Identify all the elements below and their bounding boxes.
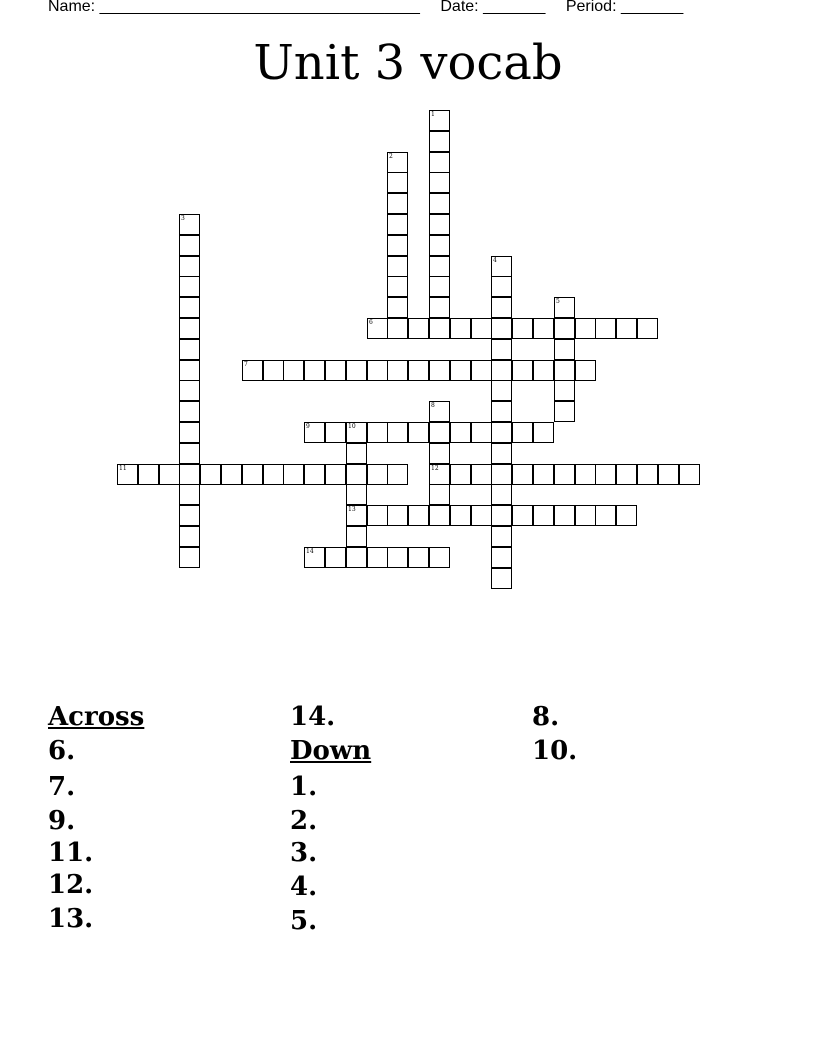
- crossword-cell[interactable]: [533, 318, 554, 339]
- down-clue-number: 2.: [290, 806, 318, 836]
- crossword-cell[interactable]: [367, 464, 388, 485]
- crossword-cell[interactable]: [616, 318, 637, 339]
- crossword-cell[interactable]: [429, 401, 450, 422]
- clue-number-label: 6: [369, 319, 373, 326]
- crossword-cell[interactable]: [346, 547, 367, 568]
- across-clue-number: 7.: [48, 772, 76, 802]
- crossword-cell[interactable]: [491, 526, 512, 547]
- crossword-cell[interactable]: [387, 360, 408, 381]
- crossword-cell[interactable]: [387, 193, 408, 214]
- crossword-cell[interactable]: [491, 568, 512, 589]
- crossword-cell[interactable]: [471, 422, 492, 443]
- crossword-cell[interactable]: [554, 297, 575, 318]
- crossword-cell[interactable]: [471, 318, 492, 339]
- crossword-cell[interactable]: [637, 464, 658, 485]
- crossword-cell[interactable]: [491, 297, 512, 318]
- crossword-cell[interactable]: [429, 547, 450, 568]
- crossword-cell[interactable]: [637, 318, 658, 339]
- crossword-cell[interactable]: [179, 339, 200, 360]
- crossword-cell[interactable]: [512, 360, 533, 381]
- crossword-cell[interactable]: [429, 464, 450, 485]
- crossword-cell[interactable]: [491, 339, 512, 360]
- down-clue-number: 3.: [290, 838, 318, 868]
- crossword-cell[interactable]: [658, 464, 679, 485]
- crossword-cell[interactable]: [367, 360, 388, 381]
- crossword-cell[interactable]: [367, 505, 388, 526]
- across-heading: Across: [48, 702, 145, 732]
- crossword-cell[interactable]: [554, 360, 575, 381]
- across-clue-number: 9.: [48, 806, 76, 836]
- crossword-cell[interactable]: [179, 360, 200, 381]
- crossword-cell[interactable]: [179, 318, 200, 339]
- crossword-cell[interactable]: [533, 360, 554, 381]
- crossword-cell[interactable]: [554, 401, 575, 422]
- crossword-cell[interactable]: [387, 276, 408, 297]
- crossword-cell[interactable]: [367, 547, 388, 568]
- crossword-cell[interactable]: [387, 505, 408, 526]
- crossword-cell[interactable]: [450, 505, 471, 526]
- crossword-cell[interactable]: [533, 422, 554, 443]
- crossword-cell[interactable]: [387, 172, 408, 193]
- crossword-cell[interactable]: [429, 360, 450, 381]
- crossword-cell[interactable]: [179, 464, 200, 485]
- crossword-cell[interactable]: [512, 505, 533, 526]
- crossword-cell[interactable]: [429, 235, 450, 256]
- crossword-cell[interactable]: [283, 360, 304, 381]
- clue-number-label: 2: [389, 153, 393, 160]
- clue-number-label: 1: [431, 111, 435, 118]
- clue-number-label: 11: [119, 465, 127, 472]
- crossword-cell[interactable]: [242, 360, 263, 381]
- crossword-cell[interactable]: [408, 360, 429, 381]
- crossword-cell[interactable]: [450, 464, 471, 485]
- crossword-cell[interactable]: [346, 360, 367, 381]
- crossword-cell[interactable]: [179, 256, 200, 277]
- crossword-cell[interactable]: [491, 547, 512, 568]
- crossword-cell[interactable]: [179, 214, 200, 235]
- crossword-cell[interactable]: [575, 505, 596, 526]
- across-clue-number: 13.: [48, 904, 94, 934]
- crossword-cell[interactable]: [387, 256, 408, 277]
- puzzle-title: Unit 3 vocab: [253, 35, 563, 91]
- crossword-cell[interactable]: [179, 401, 200, 422]
- clue-number-label: 4: [493, 257, 497, 264]
- crossword-cell[interactable]: [325, 422, 346, 443]
- clue-number-label: 5: [556, 298, 560, 305]
- crossword-cell[interactable]: [387, 214, 408, 235]
- crossword-cell[interactable]: [346, 422, 367, 443]
- crossword-cell[interactable]: [179, 276, 200, 297]
- crossword-cell[interactable]: [429, 193, 450, 214]
- crossword-cell[interactable]: [450, 422, 471, 443]
- crossword-cell[interactable]: [491, 380, 512, 401]
- crossword-cell[interactable]: [595, 464, 616, 485]
- crossword-cell[interactable]: [429, 505, 450, 526]
- crossword-cell[interactable]: [554, 318, 575, 339]
- crossword-cell[interactable]: [595, 318, 616, 339]
- crossword-cell[interactable]: [408, 422, 429, 443]
- down-heading: Down: [290, 736, 372, 766]
- crossword-cell[interactable]: [429, 276, 450, 297]
- crossword-cell[interactable]: [179, 443, 200, 464]
- crossword-cell[interactable]: [346, 505, 367, 526]
- crossword-cell[interactable]: [263, 360, 284, 381]
- crossword-cell[interactable]: [387, 235, 408, 256]
- crossword-cell[interactable]: [471, 505, 492, 526]
- crossword-cell[interactable]: [179, 526, 200, 547]
- crossword-cell[interactable]: [304, 547, 325, 568]
- crossword-cell[interactable]: [387, 152, 408, 173]
- crossword-cell[interactable]: [325, 464, 346, 485]
- crossword-cell[interactable]: [533, 505, 554, 526]
- crossword-cell[interactable]: [159, 464, 180, 485]
- crossword-cell[interactable]: [346, 443, 367, 464]
- crossword-cell[interactable]: [575, 360, 596, 381]
- crossword-cell[interactable]: [304, 422, 325, 443]
- crossword-cell[interactable]: [554, 464, 575, 485]
- crossword-cell[interactable]: [304, 360, 325, 381]
- crossword-cell[interactable]: [429, 214, 450, 235]
- clue-number-label: 12: [431, 465, 439, 472]
- crossword-cell[interactable]: [471, 360, 492, 381]
- clue-number-label: 10: [348, 423, 356, 430]
- crossword-cell[interactable]: [325, 360, 346, 381]
- crossword-cell[interactable]: [138, 464, 159, 485]
- crossword-cell[interactable]: [346, 526, 367, 547]
- crossword-cell[interactable]: [554, 339, 575, 360]
- crossword-cell[interactable]: [429, 110, 450, 131]
- crossword-cell[interactable]: [575, 318, 596, 339]
- crossword-cell[interactable]: [429, 131, 450, 152]
- across-clue-number: 14.: [290, 702, 336, 732]
- crossword-cell[interactable]: [408, 505, 429, 526]
- down-clue-number: 10.: [532, 736, 578, 766]
- crossword-cell[interactable]: [367, 422, 388, 443]
- crossword-cell[interactable]: [471, 464, 492, 485]
- crossword-cell[interactable]: [346, 484, 367, 505]
- down-clue-number: 1.: [290, 772, 318, 802]
- clue-number-label: 7: [244, 361, 248, 368]
- down-clue-number: 5.: [290, 906, 318, 936]
- crossword-cell[interactable]: [221, 464, 242, 485]
- crossword-cell[interactable]: [429, 297, 450, 318]
- date-field-label: Date: _______: [440, 0, 546, 15]
- crossword-cell[interactable]: [408, 547, 429, 568]
- crossword-cell[interactable]: [616, 505, 637, 526]
- crossword-cell[interactable]: [575, 464, 596, 485]
- crossword-cell[interactable]: [429, 422, 450, 443]
- crossword-cell[interactable]: [179, 422, 200, 443]
- crossword-cell[interactable]: [387, 297, 408, 318]
- clue-number-label: 9: [306, 423, 310, 430]
- crossword-cell[interactable]: [117, 464, 138, 485]
- clue-number-label: 14: [306, 548, 314, 555]
- crossword-cell[interactable]: [491, 401, 512, 422]
- crossword-cell[interactable]: [179, 505, 200, 526]
- crossword-cell[interactable]: [429, 443, 450, 464]
- crossword-cell[interactable]: [408, 318, 429, 339]
- crossword-cell[interactable]: [491, 276, 512, 297]
- crossword-cell[interactable]: [491, 464, 512, 485]
- crossword-cell[interactable]: [491, 443, 512, 464]
- period-field-label: Period: _______: [565, 0, 684, 15]
- crossword-cell[interactable]: [387, 464, 408, 485]
- across-clue-number: 11.: [48, 838, 94, 868]
- crossword-cell[interactable]: [554, 505, 575, 526]
- crossword-cell[interactable]: [429, 172, 450, 193]
- crossword-cell[interactable]: [429, 152, 450, 173]
- across-clue-number: 6.: [48, 736, 76, 766]
- clue-number-label: 13: [348, 506, 356, 513]
- crossword-cell[interactable]: [616, 464, 637, 485]
- crossword-cell[interactable]: [387, 547, 408, 568]
- across-clue-number: 12.: [48, 870, 94, 900]
- crossword-cell[interactable]: [429, 256, 450, 277]
- crossword-cell[interactable]: [512, 318, 533, 339]
- down-clue-number: 8.: [532, 702, 560, 732]
- down-clue-number: 4.: [290, 872, 318, 902]
- crossword-cell[interactable]: [304, 464, 325, 485]
- crossword-cell[interactable]: [450, 318, 471, 339]
- crossword-cell[interactable]: [533, 464, 554, 485]
- crossword-cell[interactable]: [283, 464, 304, 485]
- crossword-cell[interactable]: [179, 297, 200, 318]
- crossword-cell[interactable]: [491, 505, 512, 526]
- crossword-cell[interactable]: [325, 547, 346, 568]
- crossword-cell[interactable]: [429, 484, 450, 505]
- crossword-cell[interactable]: [491, 422, 512, 443]
- crossword-cell[interactable]: [491, 360, 512, 381]
- crossword-cell[interactable]: [429, 318, 450, 339]
- crossword-cell[interactable]: [200, 464, 221, 485]
- crossword-cell[interactable]: [179, 235, 200, 256]
- name-field-label: Name: ____________________________________: [48, 0, 420, 15]
- clue-number-label: 8: [431, 402, 435, 409]
- crossword-cell[interactable]: [179, 484, 200, 505]
- crossword-cell[interactable]: [679, 464, 700, 485]
- crossword-cell[interactable]: [491, 256, 512, 277]
- crossword-cell[interactable]: [242, 464, 263, 485]
- crossword-cell[interactable]: [263, 464, 284, 485]
- crossword-cell[interactable]: [179, 380, 200, 401]
- clue-number-label: 3: [181, 215, 185, 222]
- crossword-cell[interactable]: [387, 318, 408, 339]
- crossword-cell[interactable]: [387, 422, 408, 443]
- crossword-cell[interactable]: [491, 484, 512, 505]
- crossword-cell[interactable]: [512, 464, 533, 485]
- crossword-cell[interactable]: [450, 360, 471, 381]
- crossword-cell[interactable]: [595, 505, 616, 526]
- crossword-cell[interactable]: [554, 380, 575, 401]
- crossword-cell[interactable]: [367, 318, 388, 339]
- crossword-cell[interactable]: [179, 547, 200, 568]
- crossword-cell[interactable]: [346, 464, 367, 485]
- crossword-cell[interactable]: [512, 422, 533, 443]
- crossword-cell[interactable]: [491, 318, 512, 339]
